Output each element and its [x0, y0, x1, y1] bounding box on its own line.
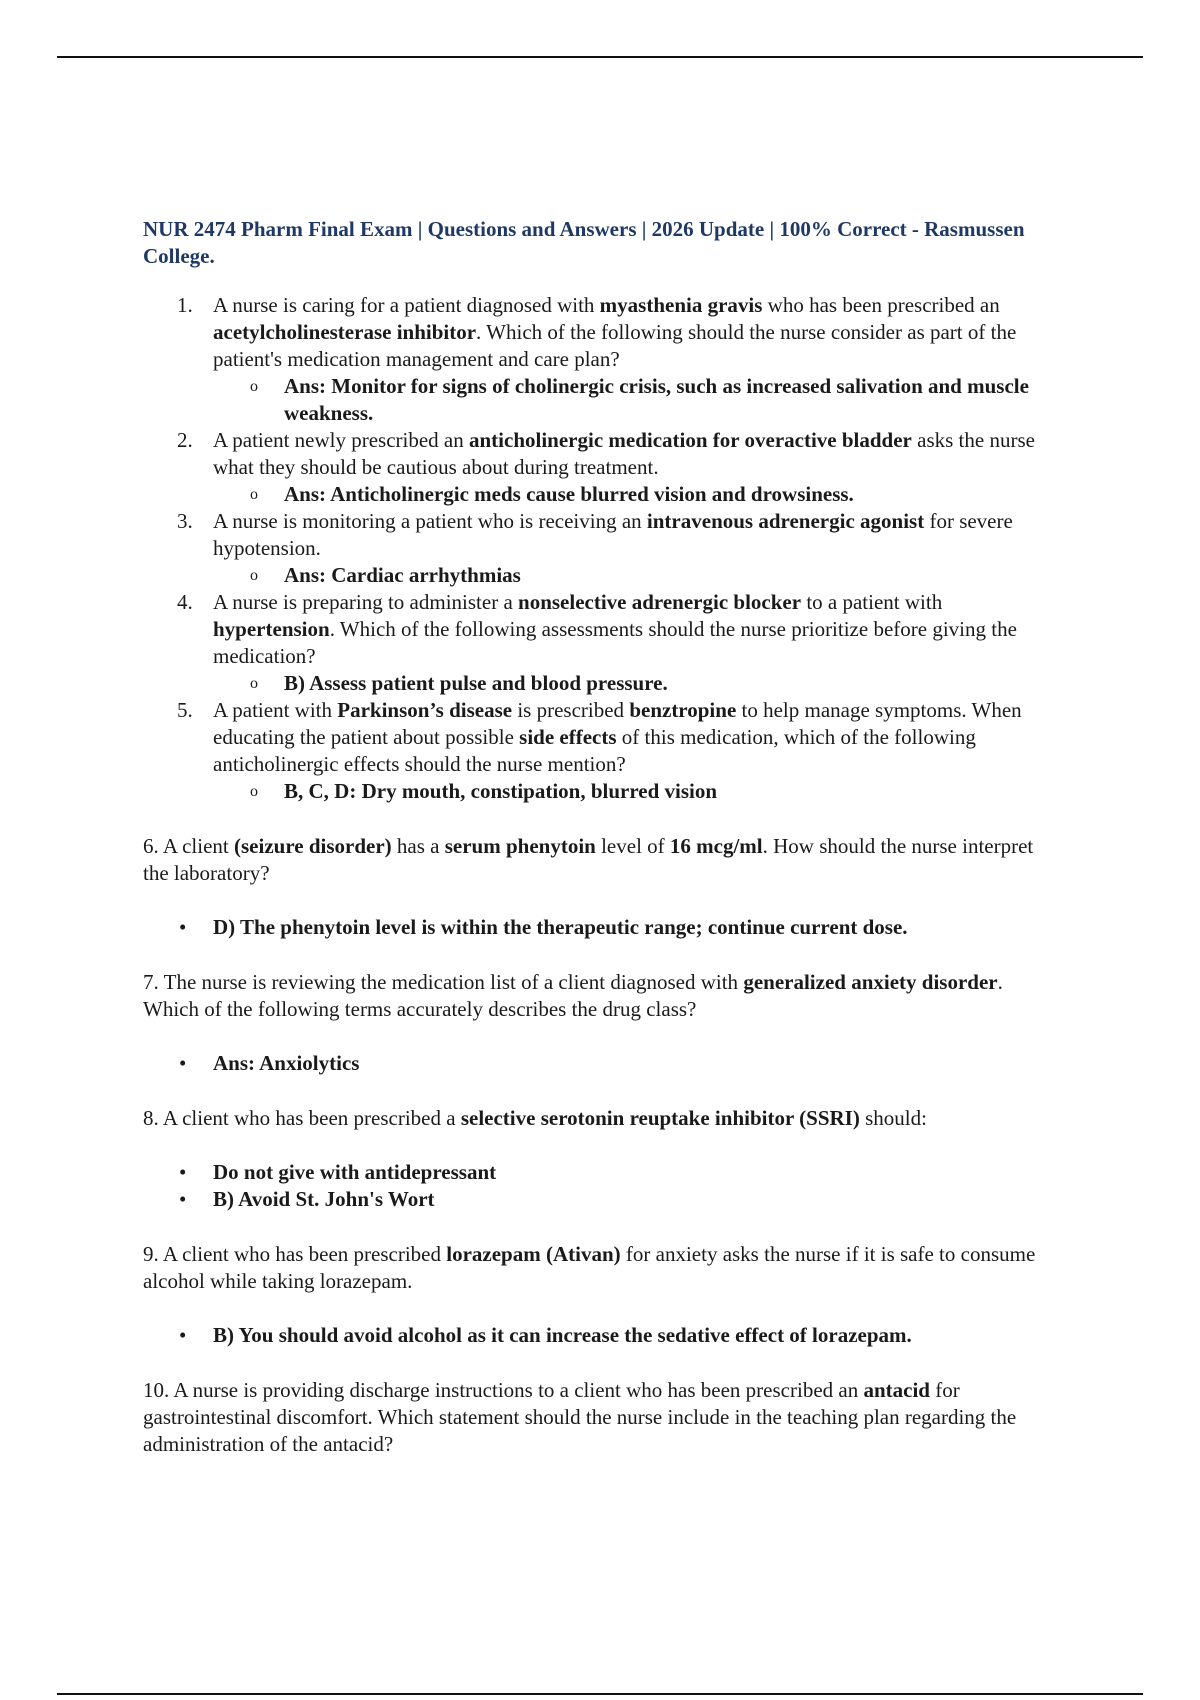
answer-item — [143, 670, 1063, 697]
numbered-question — [143, 427, 1063, 481]
bullet-icon: • — [179, 1323, 187, 1347]
paragraph-question — [143, 1241, 1063, 1295]
emphasis-text: hypertension — [213, 617, 330, 641]
numbered-question-list — [143, 292, 1063, 805]
question-text: level of — [595, 834, 670, 858]
question-number: 4. — [177, 590, 193, 614]
answer-item — [143, 562, 1063, 589]
answer-item — [143, 1050, 1063, 1077]
question-text: A patient with — [213, 698, 338, 722]
question-text: . Which of the following terms accurately describes the drug class? — [143, 970, 1003, 1021]
answer-text: B, C, D: Dry mouth, constipation, blurred vision — [284, 779, 718, 803]
emphasis-text: anticholinergic medication for overactive bladder — [469, 428, 912, 452]
emphasis-text: benztropine — [629, 698, 737, 722]
question-text: . How should the nurse interpret the laboratory? — [143, 834, 1034, 885]
emphasis-text: nonselective adrenergic blocker — [518, 590, 802, 614]
bottom-rule — [57, 1693, 1143, 1695]
question-number: 1. — [177, 293, 193, 317]
answer-item — [143, 1322, 1063, 1349]
answer-text: D) The phenytoin level is within the therapeutic range; continue current dose. — [213, 915, 908, 939]
numbered-question — [143, 589, 1063, 670]
question-text: A nurse is preparing to administer a — [213, 590, 519, 614]
question-text: of this medication, which of the following anticholinergic effects should the nurse mention? — [213, 725, 976, 776]
emphasis-text: generalized anxiety disorder — [743, 970, 998, 994]
answer-item — [143, 1159, 1063, 1186]
numbered-question — [143, 697, 1063, 778]
circle-bullet-icon: o — [250, 486, 258, 503]
paragraph-question — [143, 1105, 1063, 1132]
question-text: A nurse is monitoring a patient who is receiving an — [213, 509, 647, 533]
question-text: 6. A client — [143, 834, 234, 858]
answer-text: Ans: Cardiac arrhythmias — [284, 563, 521, 587]
emphasis-text: Parkinson’s disease — [337, 698, 513, 722]
bullet-icon: • — [179, 1051, 187, 1075]
circle-bullet-icon: o — [250, 675, 258, 692]
question-number: 2. — [177, 428, 193, 452]
question-text: is prescribed — [512, 698, 630, 722]
emphasis-text: antacid — [863, 1378, 930, 1402]
question-text: A nurse is caring for a patient diagnosed with — [213, 293, 600, 317]
emphasis-text: intravenous adrenergic agonist — [646, 509, 925, 533]
answer-item — [143, 373, 1063, 427]
numbered-question — [143, 508, 1063, 562]
circle-bullet-icon: o — [250, 783, 258, 800]
answer-item — [143, 914, 1063, 941]
answer-item — [143, 1186, 1063, 1213]
answer-text: Do not give with antidepressant — [213, 1160, 497, 1184]
emphasis-text: (seizure disorder) — [234, 834, 392, 858]
question-number: 5. — [177, 698, 193, 722]
question-text: 10. A nurse is providing discharge instructions to a client who has been prescribed an — [143, 1378, 864, 1402]
question-text: for severe hypotension. — [213, 509, 1013, 560]
question-text: to a patient with — [801, 590, 943, 614]
answer-text: Ans: Anxiolytics — [213, 1051, 360, 1075]
question-text: for gastrointestinal discomfort. Which statement should the nurse include in the teaching plan regarding the administration of the antacid? — [143, 1378, 1017, 1456]
answer-text: Ans: Monitor for signs of cholinergic crisis, such as increased salivation and muscle weakness. — [284, 374, 1029, 425]
answer-item — [143, 778, 1063, 805]
document-body — [143, 216, 1063, 1458]
answer-text: Ans: Anticholinergic meds cause blurred vision and drowsiness. — [284, 482, 854, 506]
emphasis-text: lorazepam (Ativan) — [446, 1242, 621, 1266]
bullet-icon: • — [179, 1187, 187, 1211]
question-text: has a — [391, 834, 445, 858]
paragraph-question — [143, 1377, 1063, 1458]
answer-item — [143, 481, 1063, 508]
question-text: 9. A client who has been prescribed — [143, 1242, 447, 1266]
circle-bullet-icon: o — [250, 567, 258, 584]
emphasis-text: myasthenia gravis — [599, 293, 763, 317]
paragraph-question — [143, 969, 1063, 1023]
circle-bullet-icon: o — [250, 378, 258, 395]
emphasis-text: selective serotonin reuptake inhibitor (SSRI) — [460, 1106, 860, 1130]
emphasis-text: serum phenytoin — [444, 834, 596, 858]
emphasis-text: acetylcholinesterase inhibitor — [213, 320, 477, 344]
bullet-icon: • — [179, 915, 187, 939]
emphasis-text: 16 mcg/ml — [669, 834, 763, 858]
paragraph-question — [143, 833, 1063, 887]
question-text: 8. A client who has been prescribed a — [143, 1106, 461, 1130]
question-text: who has been prescribed an — [762, 293, 1000, 317]
question-text: . Which of the following should the nurse consider as part of the patient's medication management and care plan? — [213, 320, 1017, 371]
emphasis-text: side effects — [519, 725, 617, 749]
paragraph-question-list — [143, 805, 1063, 1458]
question-text: to help manage symptoms. When educating the patient about possible — [213, 698, 1022, 749]
top-rule — [57, 56, 1143, 58]
question-text: asks the nurse what they should be cautious about during treatment. — [213, 428, 1035, 479]
bullet-icon: • — [179, 1160, 187, 1184]
question-text: . Which of the following assessments should the nurse prioritize before giving the medication? — [213, 617, 1017, 668]
question-text: for anxiety asks the nurse if it is safe to consume alcohol while taking lorazepam. — [143, 1242, 1036, 1293]
question-text: 7. The nurse is reviewing the medication list of a client diagnosed with — [143, 970, 744, 994]
answer-text: B) You should avoid alcohol as it can increase the sedative effect of lorazepam. — [213, 1323, 912, 1347]
answer-text: B) Avoid St. John's Wort — [213, 1187, 435, 1211]
question-text: A patient newly prescribed an — [213, 428, 469, 452]
question-text: should: — [859, 1106, 927, 1130]
document-title: NUR 2474 Pharm Final Exam | Questions and Answers | 2026 Update | 100% Correct - Rasmussen College. — [143, 217, 1025, 268]
question-number: 3. — [177, 509, 193, 533]
numbered-question — [143, 292, 1063, 373]
answer-text: B) Assess patient pulse and blood pressure. — [284, 671, 668, 695]
